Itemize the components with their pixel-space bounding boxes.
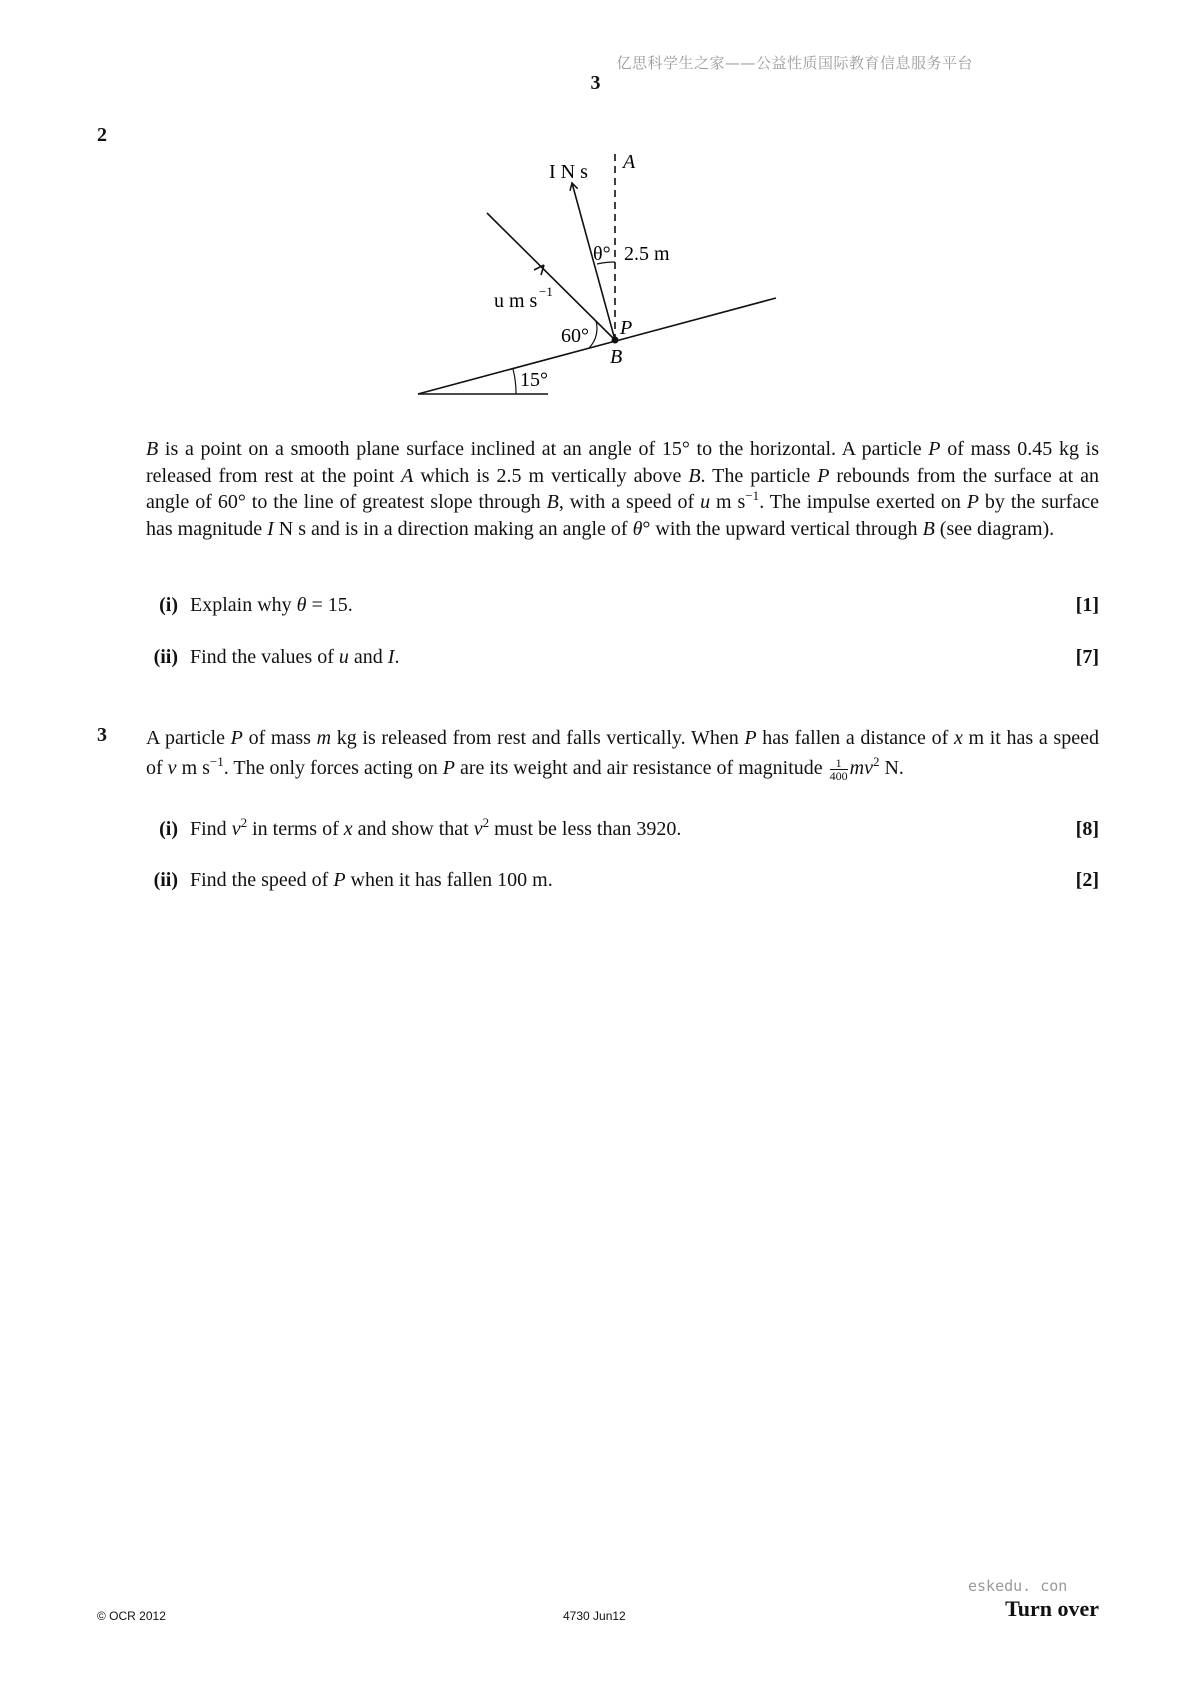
label-impulse: I N s	[549, 161, 588, 183]
part-marks: [1]	[1075, 594, 1099, 616]
question-2-stem: B is a point on a smooth plane surface inclined at an angle of 15° to the horizontal. A particle P of mass 0.45 kg is released from rest at the point A which is 2.5 m vertically above B. The particle P rebounds from the surface at an angle of 60° to the line of greatest slope through B, with a speed of u m $s^{-1}$. The impulse exerted on P by the surface has magnitude I N s and is in a direction making an angle of θ° with the upward vertical through B (see diagram).	[146, 438, 1100, 540]
label-distance: 2.5 m	[624, 243, 670, 265]
angle-15-arc	[513, 369, 516, 394]
angle-60-arc	[589, 321, 597, 348]
part-marks: [8]	[1075, 818, 1099, 840]
turn-over: Turn over	[1005, 1596, 1099, 1621]
question-2-number: 2	[97, 124, 107, 146]
part-marks: [7]	[1075, 646, 1099, 668]
copyright: © OCR 2012	[97, 1609, 166, 1623]
question-2-part-i	[146, 592, 1099, 618]
point-b-dot	[612, 337, 619, 344]
part-text: Explain why θ = 15.	[190, 594, 353, 616]
fraction: $\frac{1}{400}$	[829, 756, 848, 783]
part-label: (ii)	[153, 869, 178, 891]
part-label: (i)	[159, 818, 178, 840]
label-p: P	[620, 317, 633, 339]
label-b: B	[610, 346, 623, 368]
incline-diagram	[0, 0, 1191, 420]
label-speed: u m s	[494, 290, 538, 312]
part-text: Find the values of u and I.	[190, 646, 400, 668]
label-60: 60°	[561, 325, 589, 347]
page-number: 3	[590, 72, 601, 94]
part-marks: [2]	[1075, 869, 1099, 891]
part-text: Find the speed of P when it has fallen 100 m.	[190, 869, 553, 891]
label-15: 15°	[520, 369, 548, 391]
label-a: A	[623, 151, 636, 173]
incline-line	[418, 298, 776, 394]
velocity-line	[487, 213, 615, 340]
velocity-arrowhead	[534, 265, 544, 275]
question-3-number: 3	[97, 724, 107, 746]
label-speed-exponent: −1	[539, 284, 553, 299]
part-text: Find $v^2$ in terms of x and show that $v^2$ must be less than 3920.	[190, 815, 682, 840]
footer-watermark: eskedu. con	[968, 1577, 1068, 1595]
question-2-part-ii	[146, 644, 1099, 670]
label-theta: θ°	[593, 243, 611, 265]
header-watermark: 亿思科学生之家——公益性质国际教育信息服务平台	[616, 54, 973, 72]
question-3-part-ii	[146, 867, 1099, 893]
paper-code: 4730 Jun12	[563, 1609, 626, 1623]
part-label: (ii)	[153, 646, 178, 668]
question-3-stem: A particle P of mass m kg is released from rest and falls vertically. When P has fallen a distance of x m it has a speed of v m $s^{-1}$. The only forces acting on P are its weight and air resistance of magnitude $\frac{1}{400}$ $mv^2$ N.	[146, 727, 1099, 783]
part-label: (i)	[159, 594, 178, 616]
question-3-part-i	[146, 816, 1099, 842]
